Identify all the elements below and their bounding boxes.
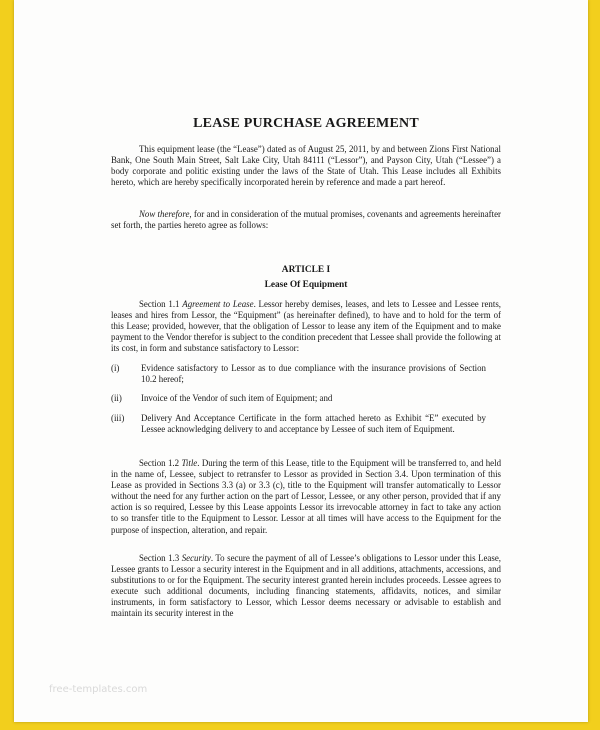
now-therefore-paragraph — [111, 209, 501, 231]
list-item-number: (ii) — [111, 393, 122, 403]
section-1-3-body: . To secure the payment of all of Lessee’s obligations to Lessor under this Lease, Lessee grants to Lessor a security interest in the Equipment and in all additions, attachments, accessions, and substitutions to or for the Equipment. The security interest granted herein includes proceeds. Lessee agrees to execute such additional documents, including financing statements, affidavits, notices, and similar instruments, in form satisfactory to Lessor, which Lessor deems necessary or advisable to establish and maintain its security interest in the — [111, 553, 501, 619]
section-1-1-body: . Lessor hereby demises, leases, and lets to Lessee and Lessee rents, leases and hires from Lessor, the “Equipment” (as hereinafter defined), to have and to hold for the term of this Lease; provided, however, that the obligation of Lessor to lease any item of the Equipment and to make payment to the Vendor therefor is subject to the condition precedent that Lessee shall provide the following at its cost, in form and substance satisfactory to Lessor: — [111, 299, 501, 354]
section-1-1-title: Agreement to Lease — [182, 299, 254, 309]
section-1-2-title: Title — [181, 458, 198, 468]
document-page — [14, 0, 588, 722]
intro-paragraph: This equipment lease (the “Lease”) dated as of August 25, 2011, by and between Zions First National Bank, One South Main Street, Salt Lake City, Utah 84111 (“Lessor”), and Payson City, Utah (“Lessee”) a body corporate and politic existing under the laws of the State of Utah. This Lease includes all Exhibits hereto, which are hereby specifically incorporated herein by reference and made a part hereof. — [111, 144, 501, 188]
section-1-3-prefix: Section 1.3 — [139, 553, 182, 563]
list-item-text: Invoice of the Vendor of such item of Equipment; and — [141, 393, 333, 403]
section-1-2-prefix: Section 1.2 — [139, 458, 182, 468]
list-item-number: (i) — [111, 363, 120, 373]
section-1-3-title: Security — [181, 553, 211, 563]
watermark: free-templates.com — [49, 684, 148, 695]
list-item-text: Delivery And Acceptance Certificate in the form attached hereto as Exhibit “E” executed by Lessee acknowledging delivery to and acceptance by Lessee of such item of Equipment. — [141, 413, 486, 435]
section-1-3-paragraph — [111, 553, 501, 620]
section-1-2-body: . During the term of this Lease, title to the Equipment will be transferred to, and held in the name of, Lessee, subject to retransfer to Lessor as provided in Section 3.4. Upon termination of this Lease as provided in Sections 3.3 (a) or 3.3 (c), title to the Equipment will transfer automatically to Lessor without the need for any further action on the part of Lessor, Lessee, or any other person, provided that if any action is so required, Lessee by this Lease appoints Lessor its irrevocable attorney in fact to take any action to so transfer title to the Equipment to Lessor. Lessor at all times will have access to the Equipment for the purpose of inspection, alteration, and repair. — [111, 458, 502, 535]
article-subheading: Lease Of Equipment — [264, 280, 348, 290]
document-title: LEASE PURCHASE AGREEMENT — [193, 116, 419, 131]
article-heading: ARTICLE I — [281, 265, 331, 275]
now-therefore-text: , for and in consideration of the mutual promises, covenants and agreements hereinafter set forth, the parties hereto agree as follows: — [111, 209, 501, 231]
now-therefore-italic: Now therefore — [139, 209, 190, 219]
list-item-text: Evidence satisfactory to Lessor as to due compliance with the insurance provisions of Section 10.2 hereof; — [141, 363, 486, 385]
section-1-1-paragraph — [111, 299, 501, 354]
section-1-2-paragraph — [111, 458, 501, 536]
section-1-1-prefix: Section 1.1 — [139, 299, 183, 309]
list-item-number: (iii) — [111, 413, 125, 423]
